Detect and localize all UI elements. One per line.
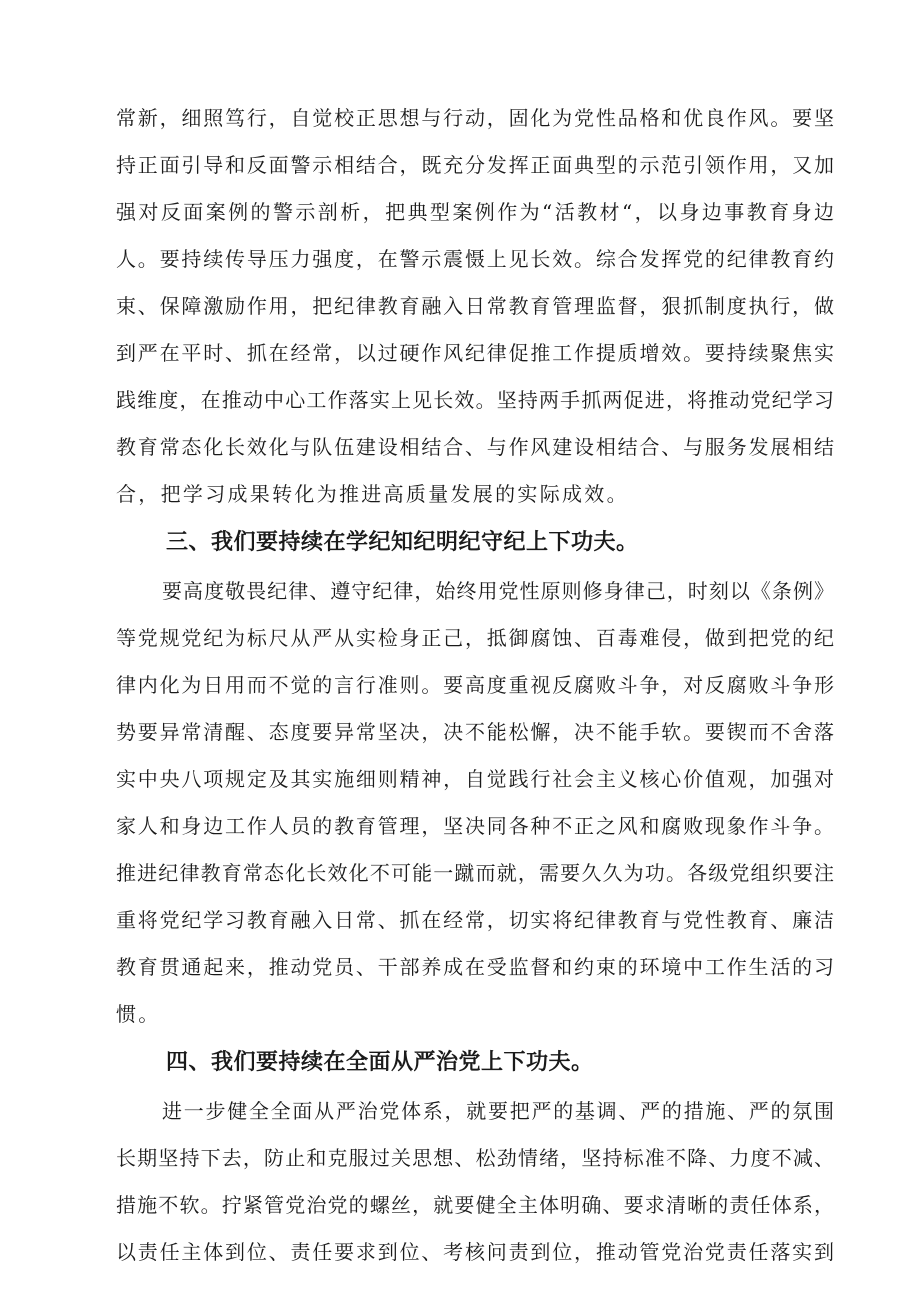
paragraph-line: 到严在平时、抓在经常，以过硬作风纪律促推工作提质增效。要持续聚焦实 — [116, 341, 834, 365]
paragraph-line: 要高度敬畏纪律、遵守纪律，始终用党性原则修身律己，时刻以《条例》 — [162, 579, 834, 603]
paragraph-line: 等党规党纪为标尺从严从实检身正己，抵御腐蚀、百毒难侵，做到把党的纪 — [116, 626, 834, 650]
paragraph-line: 进一步健全全面从严治党体系，就要把严的基调、严的措施、严的氛围 — [162, 1099, 834, 1123]
paragraph-line: 势要异常清醒、态度要异常坚决，决不能松懈，决不能手软。要锲而不舍落 — [116, 720, 834, 744]
paragraph-line: 实中央八项规定及其实施细则精神，自觉践行社会主义核心价值观，加强对 — [116, 767, 834, 791]
paragraph-line: 人。要持续传导压力强度，在警示震慑上见长效。综合发挥党的纪律教育约 — [116, 247, 834, 271]
section-heading-three: 三、我们要持续在学纪知纪明纪守纪上下功夫。 — [166, 530, 639, 555]
paragraph-line: 以责任主体到位、责任要求到位、考核问责到位，推动管党治党责任落实到 — [116, 1240, 834, 1264]
paragraph-line: 践维度，在推动中心工作落实上见长效。坚持两手抓两促进，将推动党纪学习 — [116, 388, 834, 412]
paragraph-line: 教育常态化长效化与队伍建设相结合、与作风建设相结合、与服务发展相结 — [116, 435, 834, 459]
paragraph-line: 律内化为日用而不觉的言行准则。要高度重视反腐败斗争，对反腐败斗争形 — [116, 673, 834, 697]
paragraph-line: 长期坚持下去，防止和克服过关思想、松劲情绪，坚持标准不降、力度不减、 — [116, 1146, 834, 1170]
paragraph-line: 常新，细照笃行，自觉校正思想与行动，固化为党性品格和优良作风。要坚 — [116, 106, 834, 130]
paragraph-line: 强对反面案例的警示剖析，把典型案例作为“活教材“，以身边事教育身边 — [116, 200, 834, 224]
paragraph-line: 合，把学习成果转化为推进高质量发展的实际成效。 — [116, 482, 629, 506]
paragraph-line: 束、保障激励作用，把纪律教育融入日常教育管理监督，狠抓制度执行，做 — [116, 294, 834, 318]
paragraph-line: 持正面引导和反面警示相结合，既充分发挥正面典型的示范引领作用，又加 — [116, 153, 834, 177]
paragraph-line: 家人和身边工作人员的教育管理，坚决同各种不正之风和腐败现象作斗争。 — [116, 814, 834, 838]
section-heading-four: 四、我们要持续在全面从严治党上下功夫。 — [166, 1050, 594, 1075]
paragraph-line: 教育贯通起来，推动党员、干部养成在受监督和约束的环境中工作生活的习 — [116, 955, 834, 979]
paragraph-line: 措施不软。拧紧管党治党的螺丝，就要健全主体明确、要求清晰的责任体系， — [116, 1193, 834, 1217]
paragraph-line: 重将党纪学习教育融入日常、抓在经常，切实将纪律教育与党性教育、廉洁 — [116, 908, 834, 932]
paragraph-line: 推进纪律教育常态化长效化不可能一蹴而就，需要久久为功。各级党组织要注 — [116, 861, 834, 885]
paragraph-line: 惯。 — [116, 1002, 161, 1026]
